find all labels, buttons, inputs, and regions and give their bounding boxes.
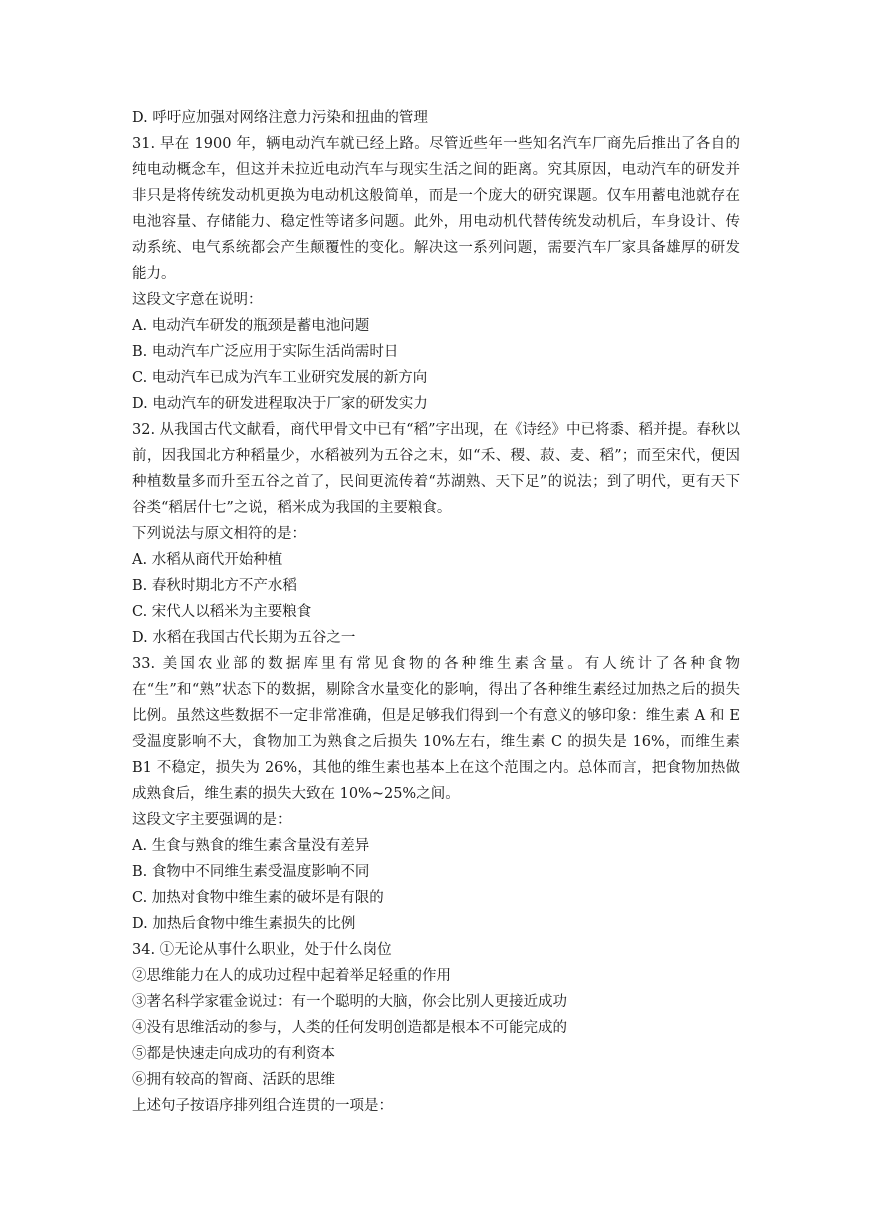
q34-sentence-5: ⑤都是快速走向成功的有利资本 — [132, 1046, 335, 1062]
q33-option-d: D. 加热后食物中维生素损失的比例 — [132, 916, 356, 932]
q32-option-d: D. 水稻在我国古代长期为五谷之一 — [132, 630, 356, 646]
q30-option-d: D. 呼吁应加强对网络注意力污染和扭曲的管理 — [132, 110, 428, 126]
q34-sentence-3: ③著名科学家霍金说过：有一个聪明的大脑，你会比别人更接近成功 — [132, 994, 567, 1010]
q33-option-b: B. 食物中不同维生素受温度影响不同 — [132, 864, 370, 880]
q33-option-c: C. 加热对食物中维生素的破坏是有限的 — [132, 890, 384, 906]
q32-option-c: C. 宋代人以稻米为主要粮食 — [132, 604, 312, 620]
q32-passage: 32. 从我国古代文献看，商代甲骨文中已有“稻”字出现，在《诗经》中已将黍、稻并提。春秋以前，因我国北方种稻量少，水稻被列为五谷之末，如“禾、稷、菽、麦、稻”；而至宋代，便因种植数量多而升至五谷之首了，民间更流传着“苏湖熟、天下足”的说法；到了明代，更有天下谷类“稻居什七”之说，稻米成为我国的主要粮食。 — [132, 422, 740, 516]
q32-stem: 下列说法与原文相符的是： — [132, 526, 306, 542]
q31-passage: 31. 早在 1900 年，辆电动汽车就已经上路。尽管近些年一些知名汽车厂商先后推出了各自的纯电动概念车，但这并未拉近电动汽车与现实生活之间的距离。究其原因，电动汽车的研发并非只是将传统发动机更换为电动机这般简单，而是一个庞大的研究课题。仅车用蓄电池就存在电池容量、存储能力、稳定性等诸多问题。此外，用电动机代替传统发动机后，车身设计、传动系统、电气系统都会产生颠覆性的变化。解决这一系列问题，需要汽车厂家具备雄厚的研发能力。 — [132, 136, 740, 282]
q31-stem: 这段文字意在说明： — [132, 292, 263, 308]
q33-option-a: A. 生食与熟食的维生素含量没有差异 — [132, 838, 370, 854]
q31-option-d: D. 电动汽车的研发进程取决于厂家的研发实力 — [132, 396, 428, 412]
q32-option-b: B. 春秋时期北方不产水稻 — [132, 578, 297, 594]
q31-option-b: B. 电动汽车广泛应用于实际生活尚需时日 — [132, 344, 399, 360]
q34-sentence-6: ⑥拥有较高的智商、活跃的思维 — [132, 1072, 335, 1088]
document-page — [132, 105, 740, 1119]
q31-option-c: C. 电动汽车已成为汽车工业研究发展的新方向 — [132, 370, 428, 386]
q34-stem: 上述句子按语序排列组合连贯的一项是： — [132, 1098, 393, 1114]
q34-sentence-2: ②思维能力在人的成功过程中起着举足轻重的作用 — [132, 968, 451, 984]
q33-stem: 这段文字主要强调的是： — [132, 812, 292, 828]
q32-option-a: A. 水稻从商代开始种植 — [132, 552, 283, 568]
q34-sentence-1: 34. ①无论从事什么职业，处于什么岗位 — [132, 942, 392, 958]
q31-option-a: A. 电动汽车研发的瓶颈是蓄电池问题 — [132, 318, 370, 334]
q33-passage: 33. 美国农业部的数据库里有常见食物的各种维生素含量。有人统计了各种食物在“生”和“熟”状态下的数据，剔除含水量变化的影响，得出了各种维生素经过加热之后的损失比例。虽然这些数据不一定非常准确，但是足够我们得到一个有意义的够印象：维生素 A 和 E 受温度影响不大，食物加工为熟食之后损失 10%左右，维生素 C 的损失是 16%，而维生素 B1 不稳定，损失为 26%，其他的维生素也基本上在这个范围之内。总体而言，把食物加热做成熟食后，维生素的损失大致在 10%~25%之间。 — [132, 656, 740, 802]
q34-sentence-4: ④没有思维活动的参与，人类的任何发明创造都是根本不可能完成的 — [132, 1020, 567, 1036]
